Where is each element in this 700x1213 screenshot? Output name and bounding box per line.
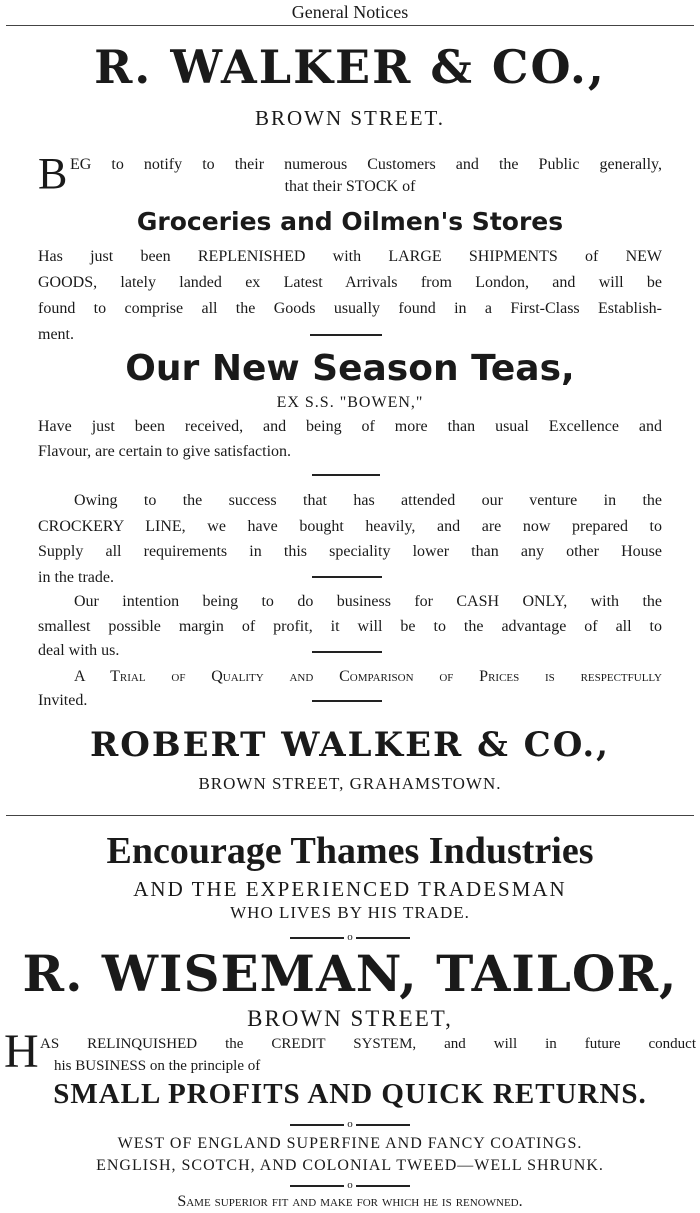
separator-rule xyxy=(310,334,382,336)
ad1-crockery-line: Supply all requirements in this speciality lower than any other House xyxy=(38,543,662,560)
advert-divider xyxy=(6,815,694,816)
ad1-crockery-line: Owing to the success that has attended our venture in the xyxy=(74,492,662,509)
separator-rule xyxy=(312,576,382,578)
ad1-street: BROWN STREET. xyxy=(254,106,446,130)
ad1-teas-ship: EX S.S. "BOWEN," xyxy=(276,394,424,411)
ad2-subheading-2: WHO LIVES BY HIS TRADE. xyxy=(230,903,470,922)
ad1-trial-line: Invited. xyxy=(38,692,88,709)
ad1-intro-line-2: that their STOCK of xyxy=(284,178,416,195)
separator-rule xyxy=(312,700,382,702)
ad1-cash-line: Our intention being to do business for CASH ONLY, with the xyxy=(74,593,662,610)
ad2-closing: Same superior fit and make for which he is renowned. xyxy=(177,1193,523,1210)
ad1-cash-line: deal with us. xyxy=(38,642,120,659)
ad1-cash-line: smallest possible margin of profit, it will be to the advantage of all to xyxy=(38,618,662,635)
ad1-crockery-line: CROCKERY LINE, we have bought heavily, and are now prepared to xyxy=(38,518,662,535)
ad2-coatings: WEST OF ENGLAND SUPERFINE AND FANCY COATINGS. xyxy=(117,1135,583,1152)
ad1-firm-name: R. WALKER & CO., xyxy=(94,40,606,94)
ad2-street: BROWN STREET, xyxy=(247,1006,453,1031)
ad2-slogan: SMALL PROFITS AND QUICK RETURNS. xyxy=(53,1078,647,1110)
ad1-teas-heading: Our New Season Teas, xyxy=(125,348,575,389)
ad1-body-line: GOODS, lately landed ex Latest Arrivals from London, and will be xyxy=(38,274,662,291)
ad1-signature: ROBERT WALKER & CO., xyxy=(89,725,611,765)
ad2-tweeds: ENGLISH, SCOTCH, AND COLONIAL TWEED—WELL SHRUNK. xyxy=(96,1157,604,1174)
ad1-trial-line: A Trial of Quality and Comparison of Prices is respectfully xyxy=(74,668,662,685)
ad1-intro-line-1: EG to notify to their numerous Customers and the Public generally, xyxy=(70,156,662,173)
ad2-tailor-name: R. WISEMAN, TAILOR, xyxy=(22,944,678,1003)
ornament-mark: o xyxy=(344,1117,356,1131)
ornament-mark: o xyxy=(344,930,356,944)
ad1-crockery-line: in the trade. xyxy=(38,569,114,586)
ornament-rule xyxy=(290,1178,410,1192)
ad1-teas-line: Flavour, are certain to give satisfaction. xyxy=(38,443,292,460)
ad2-notice-line-2: his BUSINESS on the principle of xyxy=(54,1058,261,1074)
ornament-rule xyxy=(290,1117,410,1131)
ornament-mark: o xyxy=(344,1178,356,1192)
ad1-groceries-heading: Groceries and Oilmen's Stores xyxy=(136,207,564,236)
separator-rule xyxy=(312,651,382,653)
ad2-notice-line-1: AS RELINQUISHED the CREDIT SYSTEM, and will in future conduct xyxy=(40,1036,696,1052)
ad1-teas-line: Have just been received, and being of more than usual Excellence and xyxy=(38,418,662,435)
ad2-drop-cap: H xyxy=(4,1025,39,1078)
ad2-heading: Encourage Thames Industries xyxy=(106,830,594,872)
ad1-address: BROWN STREET, GRAHAMSTOWN. xyxy=(198,774,502,793)
ad1-body-line: found to comprise all the Goods usually found in a First-Class Establish- xyxy=(38,300,662,317)
ad1-drop-cap: B xyxy=(38,149,68,198)
ad2-subheading-1: AND THE EXPERIENCED TRADESMAN xyxy=(133,877,567,901)
ad1-body-line: Has just been REPLENISHED with LARGE SHIPMENTS of NEW xyxy=(38,248,662,265)
header-rule xyxy=(6,25,694,26)
ad1-body-line: ment. xyxy=(38,326,74,343)
page-header: General Notices xyxy=(291,2,409,22)
separator-rule xyxy=(312,474,380,476)
